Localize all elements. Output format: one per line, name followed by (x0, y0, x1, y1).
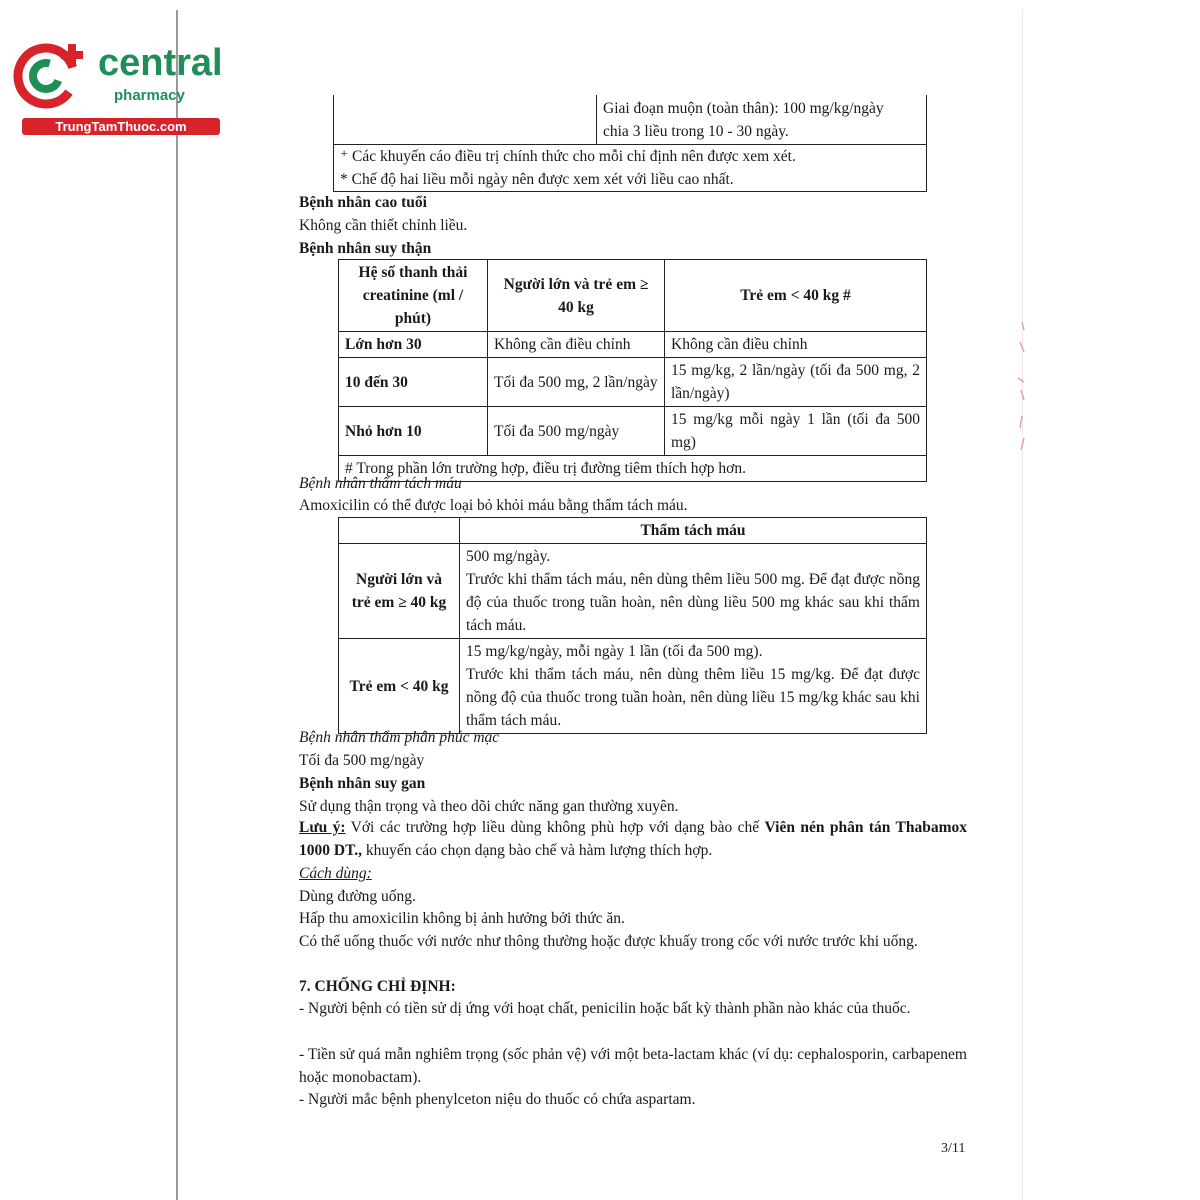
dialysis-row-1-content (460, 544, 927, 639)
logo-name: central (98, 42, 223, 84)
renal-row-1-child: Không cần điều chỉnh (665, 332, 927, 358)
dialysis-row-2-line-2: Trước khi thẩm tách máu, nên dùng thêm liều 15 mg/kg. Để đạt được nồng độ của thuốc trong tuần hoàn, nên dùng liều 15 mg/kg khác sau khi thẩm tách máu. (466, 666, 920, 729)
hepatic-text: Sử dụng thận trọng và theo dõi chức năng gan thường xuyên. (299, 798, 679, 815)
dialysis-row-2-label: Trẻ em < 40 kg (339, 639, 460, 734)
central-pharmacy-logo[interactable] (10, 38, 223, 138)
renal-row-1-adult: Không cần điều chỉnh (488, 332, 665, 358)
renal-row-2-adult: Tối đa 500 mg, 2 lần/ngày (488, 358, 665, 407)
renal-header-adult: Người lớn và trẻ em ≥ 40 kg (488, 260, 665, 332)
indication-notes (334, 145, 927, 192)
margin-stamp-marks (1012, 320, 1032, 460)
elderly-heading: Bệnh nhân cao tuổi (299, 194, 427, 211)
note-star: * Chế độ hai liều mỗi ngày nên được xem xét với liều cao nhất. (340, 171, 734, 188)
renal-heading: Bệnh nhân suy thận (299, 240, 432, 257)
dialysis-intro: Amoxicilin có thể được loại bỏ khỏi máu bằng thẩm tách máu. (299, 497, 688, 514)
dialysis-row-2-content (460, 639, 927, 734)
hepatic-heading: Bệnh nhân suy gan (299, 775, 426, 792)
usage-line-3: Có thể uống thuốc với nước như thông thường hoặc được khuấy trong cốc với nước trước khi uống. (299, 933, 918, 950)
renal-row-3-child: 15 mg/kg mỗi ngày 1 lần (tối đa 500 mg) (665, 407, 927, 456)
dialysis-row-1-label: Người lớn và trẻ em ≥ 40 kg (339, 544, 460, 639)
peritoneal-heading: Bệnh nhân thẩm phân phúc mạc (299, 729, 500, 746)
note-text-2: khuyến cáo chọn dạng bào chế và hàm lượng thích hợp. (365, 842, 713, 859)
renal-table-note: # Trong phần lớn trường hợp, điều trị đường tiêm thích hợp hơn. (339, 456, 927, 482)
note-product: Viên nén phân tán Thabamox 1000 DT., (299, 819, 967, 859)
dialysis-row-1-line-2: Trước khi thẩm tách máu, nên dùng thêm liều 500 mg. Để đạt được nồng độ của thuốc trong tuần hoàn, nên dùng liều 500 mg khác sau khi thẩm tách máu. (466, 571, 920, 634)
indication-cell-empty (334, 95, 597, 145)
dialysis-heading: Bệnh nhân thẩm tách máu (299, 475, 462, 492)
contraindication-heading: 7. CHỐNG CHỈ ĐỊNH: (299, 978, 456, 995)
dialysis-row-2-line-1: 15 mg/kg/ngày, mỗi ngày 1 lần (tối đa 500 mg). (466, 643, 763, 660)
contraindication-item-2: - Tiền sử quá mẫn nghiêm trọng (sốc phản vệ) với một beta-lactam khác (ví dụ: cephalosporin, carbapenem hoặc monobactam). (299, 1046, 967, 1086)
dosage-note (299, 816, 967, 862)
indication-cell-dose (597, 95, 927, 145)
renal-row-2-child: 15 mg/kg, 2 lần/ngày (tối đa 500 mg, 2 lần/ngày) (665, 358, 927, 407)
renal-header-clearance: Hệ số thanh thải creatinine (ml / phút) (339, 260, 488, 332)
contraindication-item-1: - Người bệnh có tiền sử dị ứng với hoạt chất, penicilin hoặc bất kỳ thành phần nào khác của thuốc. (299, 1000, 911, 1017)
dialysis-header: Thẩm tách máu (460, 518, 927, 544)
pharmacy-cross-icon (12, 40, 94, 112)
renal-dose-table (338, 259, 927, 482)
renal-row-3-adult: Tối đa 500 mg/ngày (488, 407, 665, 456)
dialysis-dose-table (338, 517, 927, 734)
dialysis-header-empty (339, 518, 460, 544)
dialysis-row-1-line-1: 500 mg/ngày. (466, 548, 551, 565)
peritoneal-text: Tối đa 500 mg/ngày (299, 752, 425, 769)
renal-header-child: Trẻ em < 40 kg # (665, 260, 927, 332)
usage-heading: Cách dùng: (299, 865, 372, 882)
logo-website[interactable]: TrungTamThuoc.com (22, 118, 220, 135)
note-plus: ⁺ Các khuyến cáo điều trị chính thức cho mỗi chỉ định nên được xem xét. (340, 148, 796, 165)
dose-line-2: chia 3 liều trong 10 - 30 ngày. (603, 123, 789, 140)
renal-row-2-label: 10 đến 30 (339, 358, 488, 407)
logo-subtitle: pharmacy (114, 87, 185, 104)
usage-line-1: Dùng đường uống. (299, 888, 416, 905)
page-number: 3/11 (941, 1141, 966, 1156)
note-label: Lưu ý: (299, 819, 346, 836)
page-right-edge (1022, 10, 1023, 1200)
page-left-edge (176, 10, 178, 1200)
contraindication-item-3: - Người mắc bệnh phenylceton niệu do thuốc có chứa aspartam. (299, 1091, 696, 1108)
elderly-text: Không cần thiết chỉnh liều. (299, 217, 468, 234)
renal-row-1-label: Lớn hơn 30 (339, 332, 488, 358)
note-text-1: Với các trường hợp liều dùng không phù hợp với dạng bào chế (350, 819, 760, 836)
indication-table-continued (333, 95, 927, 192)
usage-line-2: Hấp thu amoxicilin không bị ảnh hưởng bởi thức ăn. (299, 910, 625, 927)
renal-row-3-label: Nhỏ hơn 10 (339, 407, 488, 456)
dose-line-1: Giai đoạn muộn (toàn thân): 100 mg/kg/ngày (603, 100, 884, 117)
